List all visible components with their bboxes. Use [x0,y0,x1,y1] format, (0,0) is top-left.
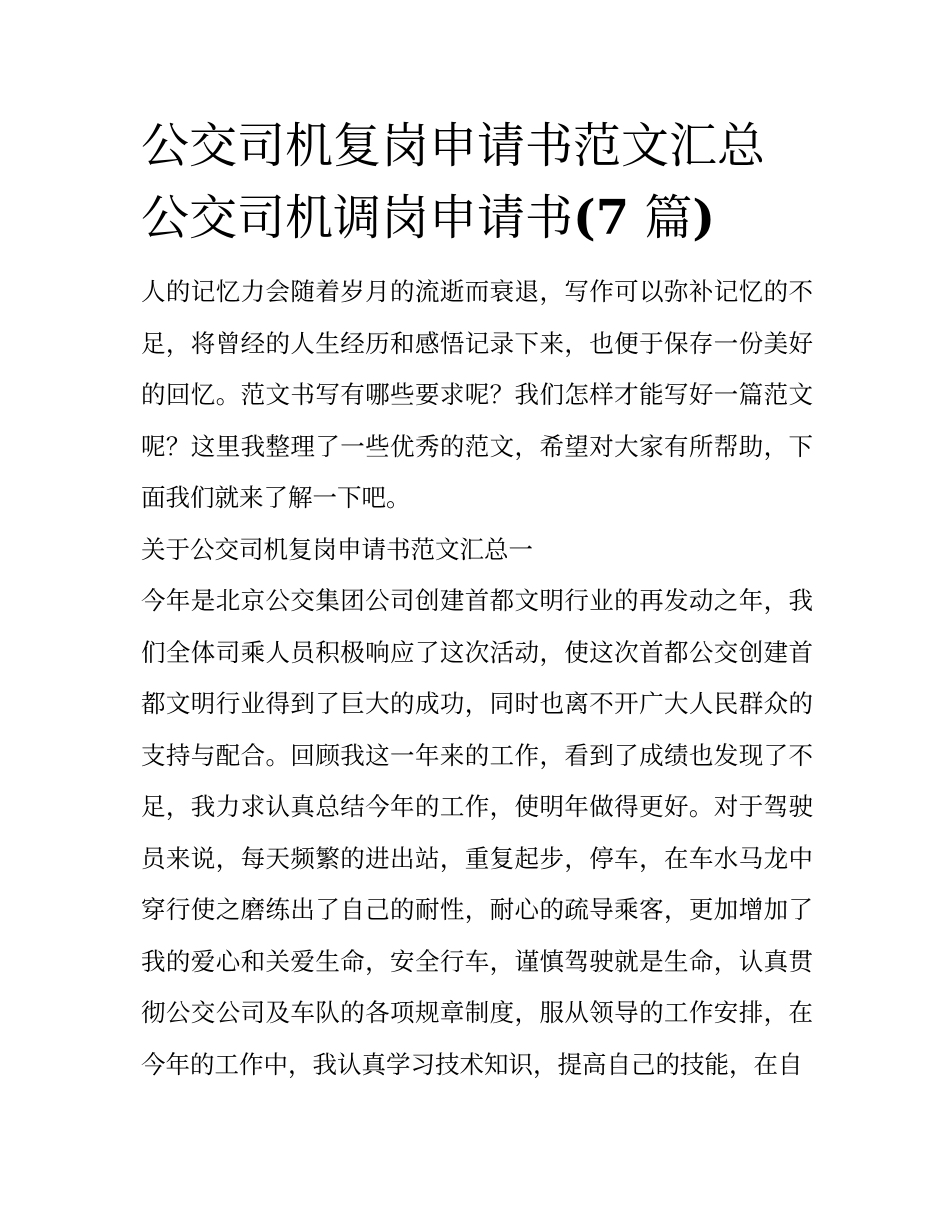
title-line-2-unit: 篇 [629,190,693,246]
title-line-2-prefix: 公交司机调岗申请书 [141,190,574,246]
document-page [141,110,813,1090]
title-line-1: 公交司机复岗申请书范文汇总 [141,118,766,174]
section-paragraph: 今年是北京公交集团公司创建首都文明行业的再发动之年，我们全体司乘人员积极响应了这次活动，使这次首都公交创建首都文明行业得到了巨大的成功，同时也离不开广大人民群众的支持与配合。回顾我这一年来的工作，看到了成绩也发现了不足，我力求认真总结今年的工作，使明年做得更好。对于驾驶员来说，每天频繁的进出站，重复起步，停车，在车水马龙中穿行使之磨练出了自己的耐性，耐心的疏导乘客，更加增加了我的爱心和关爱生命，安全行车，谨慎驾驶就是生命，认真贯彻公交公司及车队的各项规章制度，服从领导的工作安排，在今年的工作中，我认真学习技术知识，提高自己的技能，在自 [141,586,813,1079]
title-line-2 [141,182,813,254]
title-line-2-close: ) [692,190,716,246]
document-body [141,266,813,1090]
section-heading: 关于公交司机复岗申请书范文汇总一 [141,534,533,564]
document-title [141,110,813,254]
intro-paragraph: 人的记忆力会随着岁月的流逝而衰退，写作可以弥补记忆的不足，将曾经的人生经历和感悟记录下来，也便于保存一份美好的回忆。范文书写有哪些要求呢？我们怎样才能写好一篇范文呢？这里我整理了一些优秀的范文，希望对大家有所帮助，下面我们就来了解一下吧。 [141,277,813,512]
title-line-2-count: (7 [573,190,630,246]
